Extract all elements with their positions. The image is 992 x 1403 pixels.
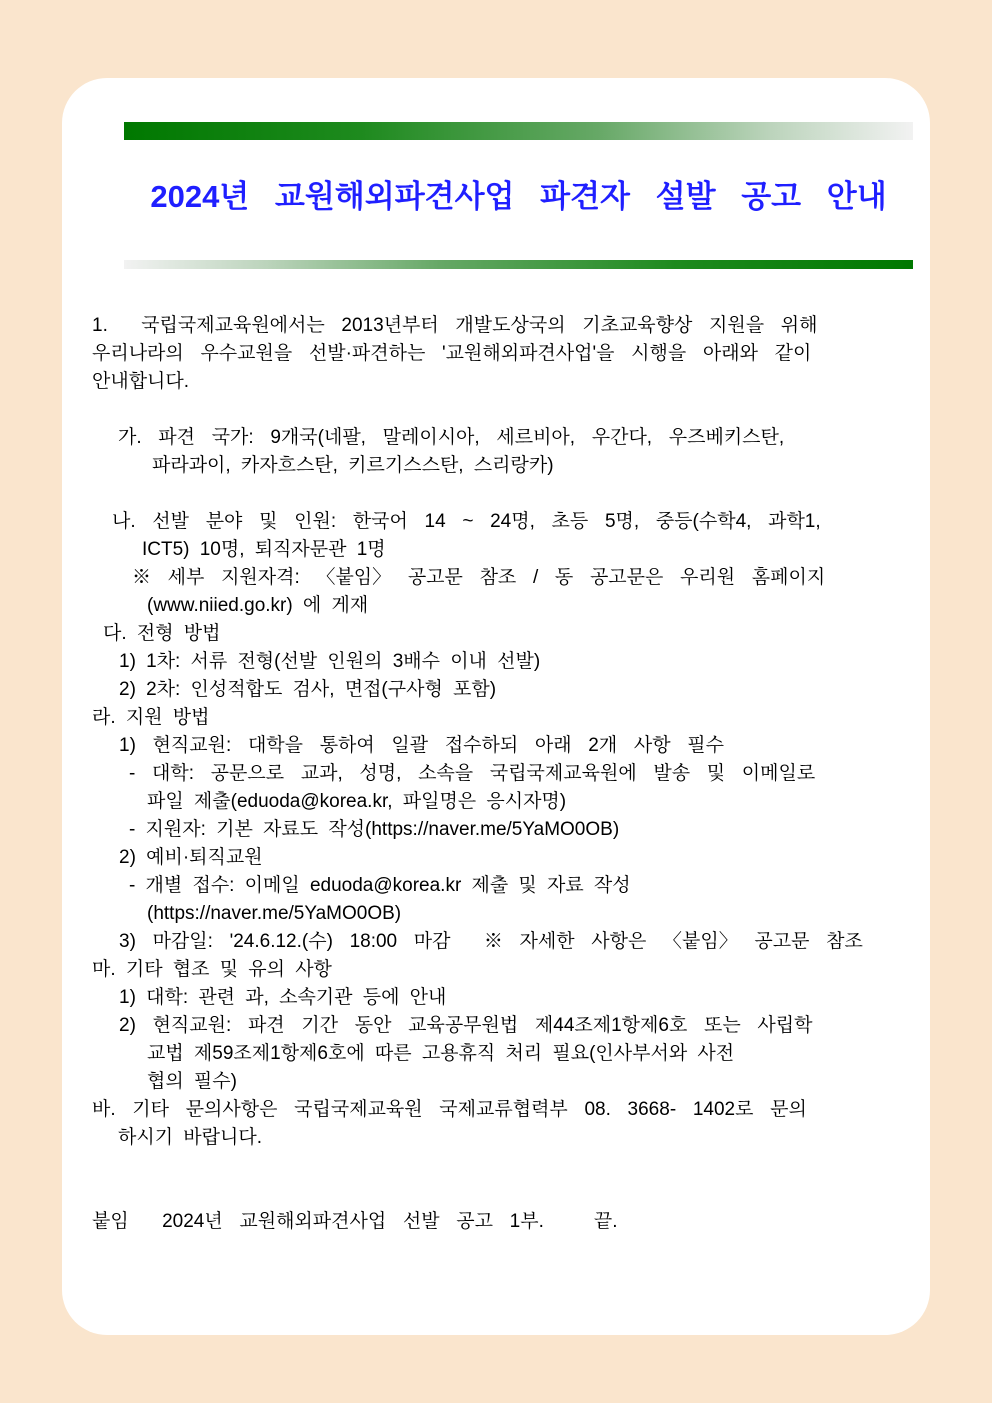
doc-line: 협의 필수) xyxy=(147,1071,237,1092)
doc-line: 교법 제59조제1항제6호에 따른 고용휴직 처리 필요(인사부서와 사전 xyxy=(147,1043,735,1064)
doc-line: 하시기 바랍니다. xyxy=(118,1127,262,1148)
doc-line: (www.niied.go.kr) 에 게재 xyxy=(147,595,369,616)
doc-line: - 대학: 공문으로 교과, 성명, 소속을 국립국제교육원에 발송 및 이메일로 xyxy=(129,763,816,784)
doc-line: 파라과이, 카자흐스탄, 키르기스스탄, 스리랑카) xyxy=(152,455,554,476)
doc-line: 2) 예비·퇴직교원 xyxy=(119,847,263,868)
doc-line: 2) 현직교원: 파견 기간 동안 교육공무원법 제44조제1항제6호 또는 사립학 xyxy=(119,1015,813,1036)
doc-line: (https://naver.me/5YaMO0OB) xyxy=(147,903,402,924)
doc-line: 1) 현직교원: 대학을 통하여 일괄 접수하되 아래 2개 사항 필수 xyxy=(119,735,724,756)
doc-line xyxy=(92,1180,905,1208)
doc-line: 안내합니다. xyxy=(92,371,190,392)
doc-line: 3) 마감일: '24.6.12.(수) 18:00 마감 ※ 자세한 사항은 〈붙임〉 공고문 참조 xyxy=(119,931,863,952)
title-top-rule xyxy=(124,122,913,140)
doc-line: ICT5) 10명, 퇴직자문관 1명 xyxy=(142,539,386,560)
doc-line: 라. 지원 방법 xyxy=(92,707,210,728)
doc-line: ※ 세부 지원자격: 〈붙임〉 공고문 참조 / 동 공고문은 우리원 홈페이지 xyxy=(132,567,826,588)
doc-line: 1. 국립국제교육원에서는 2013년부터 개발도상국의 기초교육향상 지원을 위해 xyxy=(92,315,818,336)
doc-line: 2) 2차: 인성적합도 검사, 면접(구사형 포함) xyxy=(119,679,497,700)
doc-line xyxy=(92,1152,905,1180)
doc-line: 나. 선발 분야 및 인원: 한국어 14 ~ 24명, 초등 5명, 중등(수학4, 과학1, xyxy=(112,511,821,532)
document-title: 2024년 교원해외파견사업 파견자 설발 공고 안내 xyxy=(150,179,887,214)
doc-line: 파일 제출(eduoda@korea.kr, 파일명은 응시자명) xyxy=(147,791,567,812)
doc-line: - 개별 접수: 이메일 eduoda@korea.kr 제출 및 자료 작성 xyxy=(129,875,631,896)
document-page xyxy=(62,78,930,1335)
doc-line xyxy=(92,480,905,508)
doc-line: 가. 파견 국가: 9개국(네팔, 말레이시아, 세르비아, 우간다, 우즈베키스탄, xyxy=(118,427,785,448)
doc-line: 우리나라의 우수교원을 선발·파견하는 '교원해외파견사업'을 시행을 아래와 같이 xyxy=(92,343,812,364)
doc-line: 붙임 2024년 교원해외파견사업 선발 공고 1부. 끝. xyxy=(92,1211,618,1232)
doc-line: 다. 전형 방법 xyxy=(103,623,221,644)
doc-line: 바. 기타 문의사항은 국립국제교육원 국제교류협력부 08. 3668- 1402로 문의 xyxy=(92,1099,807,1120)
doc-line xyxy=(92,396,905,424)
doc-line: 마. 기타 협조 및 유의 사항 xyxy=(92,959,332,980)
doc-line: - 지원자: 기본 자료도 작성(https://naver.me/5YaMO0OB) xyxy=(129,819,620,840)
doc-line: 1) 대학: 관련 과, 소속기관 등에 안내 xyxy=(119,987,447,1008)
doc-line: 1) 1차: 서류 전형(선발 인원의 3배수 이내 선발) xyxy=(119,651,541,672)
title-bottom-rule xyxy=(124,260,913,269)
document-body xyxy=(92,312,905,1236)
